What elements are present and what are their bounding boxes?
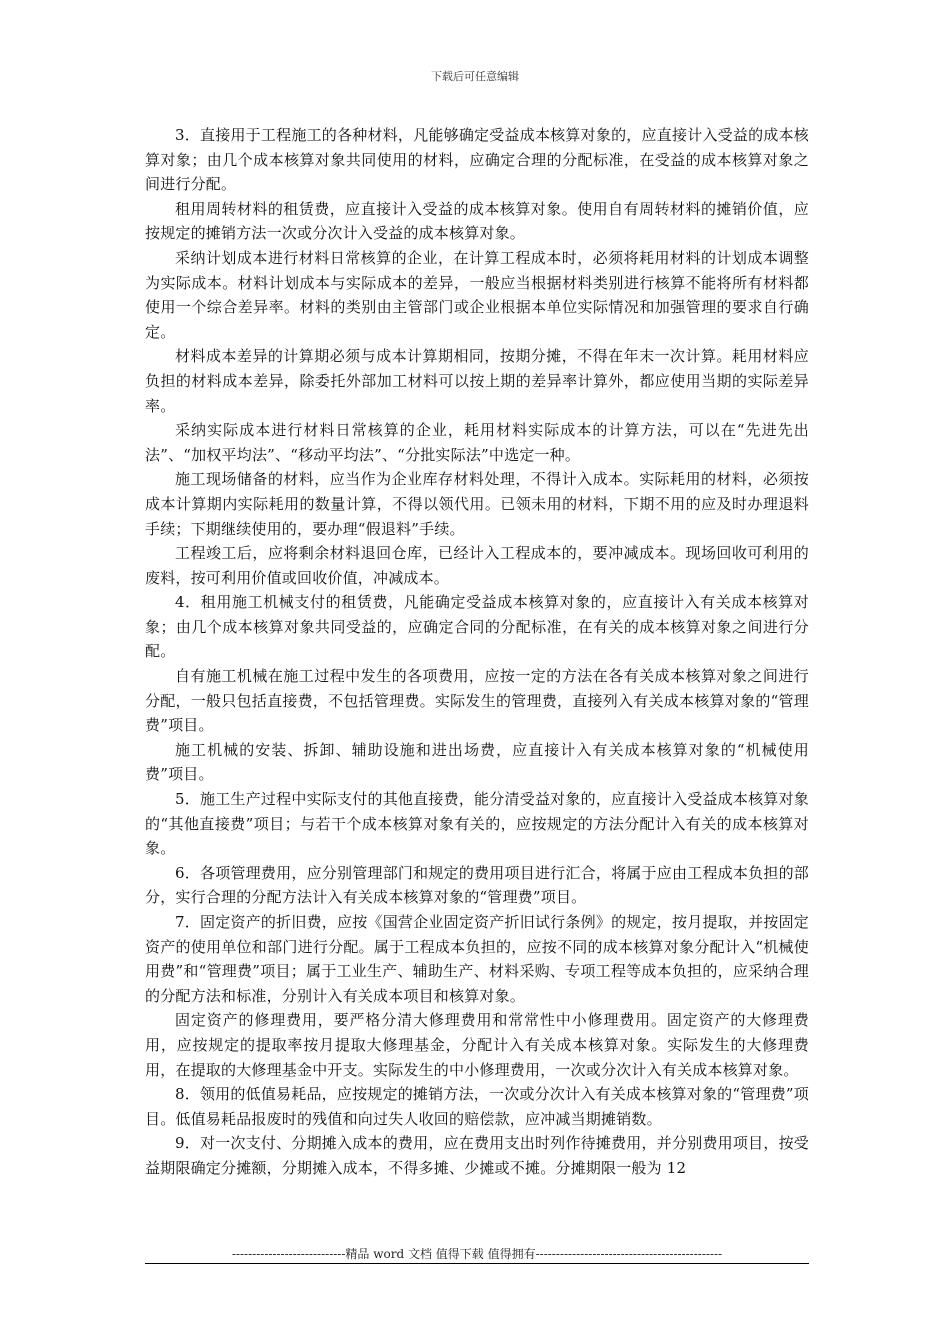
paragraph: 自有施工机械在施工过程中发生的各项费用，应按一定的方法在各有关成本核算对象之间进行分配，一般只包括直接费，不包括管理费。实际发生的管理费，直接列入有关成本核算对象的“管理费”项目。 bbox=[145, 667, 809, 735]
paragraph: 4．租用施工机械支付的租赁费，凡能确定受益成本核算对象的，应直接计入有关成本核算对象；由几个成本核算对象共同受益的，应确定合同的分配标准，在有关的成本核算对象之间进行分配。 bbox=[145, 593, 809, 661]
paragraph: 5．施工生产过程中实际支付的其他直接费，能分清受益对象的，应直接计入受益成本核算对象的“其他直接费”项目；与若干个成本核算对象有关的，应按规定的方法分配计入有关的成本核算对象。 bbox=[145, 790, 809, 858]
paragraph: 租用周转材料的租赁费，应直接计入受益的成本核算对象。使用自有周转材料的摊销价值，应按规定的摊销方法一次或分次计入受益的成本核算对象。 bbox=[145, 199, 809, 243]
paragraph: 材料成本差异的计算期必须与成本计算期相同，按期分摊，不得在年末一次计算。耗用材料应负担的材料成本差异，除委托外部加工材料可以按上期的差异率计算外，都应使用当期的实际差异率。 bbox=[145, 347, 809, 415]
paragraph: 3．直接用于工程施工的各种材料，凡能够确定受益成本核算对象的，应直接计入受益的成本核算对象；由几个成本核算对象共同使用的材料，应确定合理的分配标准，在受益的成本核算对象之间进行分配。 bbox=[145, 126, 809, 194]
paragraph: 9．对一次支付、分期摊入成本的费用，应在费用支出时列作待摊费用，并分别费用项目，按受益期限确定分摊额，分期摊入成本，不得多摊、少摊或不摊。分摊期限一般为 12 bbox=[145, 1134, 809, 1177]
paragraph: 8．领用的低值易耗品，应按规定的摊销方法，一次或分次计入有关成本核算对象的“管理费”项目。低值易耗品报废时的残值和向过失人收回的赔偿款，应冲减当期摊销数。 bbox=[145, 1085, 809, 1128]
page-footer-note: ----------------------------精品 word 文档 值得下载 值得拥有---------------------------------------------- bbox=[231, 1247, 723, 1261]
paragraph: 6．各项管理费用，应分别管理部门和规定的费用项目进行汇合，将属于应由工程成本负担的部分，实行合理的分配方法计入有关成本核算对象的“管理费”项目。 bbox=[145, 863, 809, 907]
paragraph: 采纳实际成本进行材料日常核算的企业，耗用材料实际成本的计算方法，可以在“先进先出法”、“加权平均法”、“移动平均法”、“分批实际法”中选定一种。 bbox=[145, 421, 809, 464]
paragraph: 7．固定资产的折旧费，应按《国营企业固定资产折旧试行条例》的规定，按月提取，并按固定资产的使用单位和部门进行分配。属于工程成本负担的，应按不同的成本核算对象分配计入“机械使用费”和“管理费”项目；属于工业生产、辅助生产、材料采购、专项工程等成本负担的，应采纳合理的分配方法和标准，分别计入有关成本项目和核算对象。 bbox=[145, 913, 809, 1005]
footer-divider bbox=[145, 1263, 809, 1264]
page-header-note: 下载后可任意编辑 bbox=[431, 70, 519, 83]
paragraph: 固定资产的修理费用，要严格分清大修理费用和常常性中小修理费用。固定资产的大修理费用，应按规定的提取率按月提取大修理基金，分配计入有关成本核算对象。实际发生的大修理费用，在提取的大修理基金中开支。实际发生的中小修理费用，一次或分次计入有关成本核算对象。 bbox=[145, 1011, 809, 1079]
document-body bbox=[145, 123, 809, 1181]
paragraph: 采纳计划成本进行材料日常核算的企业，在计算工程成本时，必须将耗用材料的计划成本调整为实际成本。材料计划成本与实际成本的差异，一般应当根据材料类别进行核算不能将所有材料都使用一个综合差异率。材料的类别由主管部门或企业根据本单位实际情况和加强管理的要求自行确定。 bbox=[145, 248, 809, 341]
paragraph: 施工机械的安装、拆卸、辅助设施和进出场费，应直接计入有关成本核算对象的“机械使用费”项目。 bbox=[145, 740, 809, 784]
paragraph: 施工现场储备的材料，应当作为企业库存材料处理，不得计入成本。实际耗用的材料，必须按成本计算期内实际耗用的数量计算，不得以领代用。已领未用的材料，下期不用的应及时办理退料手续；下期继续使用的，要办理“假退料”手续。 bbox=[145, 470, 809, 538]
paragraph: 工程竣工后，应将剩余材料退回仓库，已经计入工程成本的，要冲减成本。现场回收可利用的废料，按可利用价值或回收价值，冲减成本。 bbox=[145, 544, 809, 587]
